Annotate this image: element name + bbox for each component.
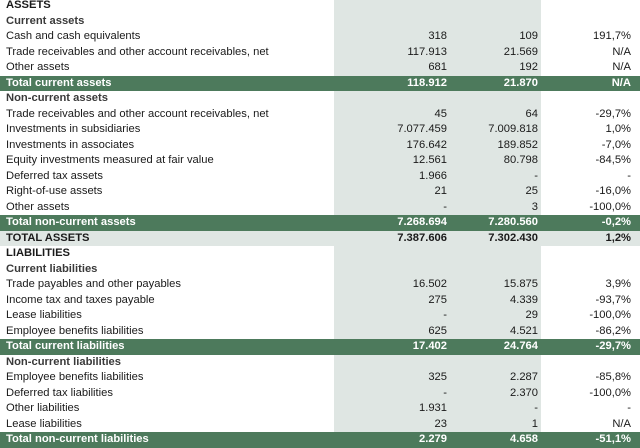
table-row	[0, 45, 640, 61]
row-label: Deferred tax liabilities	[6, 386, 113, 399]
row-label: Cash and cash equivalents	[6, 30, 141, 42]
value-current: 325	[428, 371, 447, 383]
sub-row	[0, 14, 640, 30]
value-current: 17.402	[412, 340, 447, 352]
row-label: Other assets	[6, 61, 70, 73]
row-label: Total non-current assets	[6, 216, 136, 228]
table-row	[0, 122, 640, 138]
row-label: Employee benefits liabilities	[6, 324, 144, 337]
value-current: 1.931	[419, 402, 447, 414]
row-label: Total non-current liabilities	[6, 433, 149, 445]
grand-row	[0, 231, 640, 247]
value-prior: 7.302.430	[488, 231, 538, 244]
row-label: Lease liabilities	[6, 417, 82, 430]
row-label: Other assets	[6, 200, 70, 213]
value-current: 681	[428, 61, 447, 73]
row-label: Total current liabilities	[6, 340, 125, 352]
value-prior: 7.280.560	[488, 216, 538, 228]
row-label: Investments in associates	[6, 138, 135, 151]
value-current: 16.502	[412, 278, 447, 290]
value-prior: 4.658	[510, 433, 538, 445]
row-label: Total current assets	[6, 76, 112, 89]
head-row	[0, 0, 640, 14]
value-change: -29,7%	[595, 107, 631, 120]
total-row	[0, 339, 640, 355]
value-prior: 80.798	[503, 154, 538, 166]
row-label: Investments in subsidiaries	[6, 123, 141, 135]
value-current: 118.912	[407, 76, 447, 89]
value-prior: 1	[531, 417, 538, 430]
table-row	[0, 324, 640, 340]
value-current: 7.268.694	[397, 216, 447, 228]
value-change: 191,7%	[593, 30, 631, 42]
table-row	[0, 401, 640, 417]
row-label: Trade receivables and other account receivables, net	[6, 45, 269, 58]
row-label: Current liabilities	[6, 262, 98, 275]
row-label: Other liabilities	[6, 402, 80, 414]
value-prior: 24.764	[503, 340, 538, 352]
value-change: -85,8%	[595, 371, 631, 383]
value-change: -7,0%	[601, 138, 631, 151]
table-row	[0, 277, 640, 293]
row-label: Non-current assets	[6, 92, 108, 104]
value-current: 275	[428, 293, 447, 306]
value-current: 117.913	[407, 45, 447, 58]
value-prior: 4.339	[510, 293, 538, 306]
table-row	[0, 370, 640, 386]
row-label: Trade payables and other payables	[6, 278, 181, 290]
value-current: 176.642	[406, 138, 447, 151]
value-prior: 3	[531, 200, 538, 213]
value-current: -	[443, 200, 447, 213]
table-row	[0, 417, 640, 433]
value-prior: 109	[519, 30, 538, 42]
value-prior: 7.009.818	[488, 123, 538, 135]
value-prior: 64	[525, 107, 538, 120]
sub-row	[0, 355, 640, 371]
row-label: Right-of-use assets	[6, 185, 103, 197]
sub-row	[0, 91, 640, 107]
value-change: 1,2%	[605, 231, 631, 244]
table-row	[0, 138, 640, 154]
table-row	[0, 153, 640, 169]
row-label: Income tax and taxes payable	[6, 293, 155, 306]
row-label: Current assets	[6, 14, 85, 27]
table-row	[0, 107, 640, 123]
table-row	[0, 29, 640, 45]
value-prior: 2.287	[510, 371, 538, 383]
row-label: Lease liabilities	[6, 309, 82, 321]
row-label: Non-current liabilities	[6, 355, 121, 368]
table-row	[0, 200, 640, 216]
value-change: N/A	[611, 76, 631, 89]
total-row	[0, 76, 640, 92]
table-row	[0, 184, 640, 200]
value-prior: 2.370	[510, 386, 538, 399]
value-change: -84,5%	[595, 154, 631, 166]
table-row	[0, 60, 640, 76]
value-current: -	[443, 309, 447, 321]
value-change: -29,7%	[595, 340, 631, 352]
value-change: -16,0%	[595, 185, 631, 197]
sub-row	[0, 262, 640, 278]
value-change: -86,2%	[595, 324, 631, 337]
value-current: 7.077.459	[397, 123, 447, 135]
head-row	[0, 246, 640, 262]
value-current: -	[443, 386, 447, 399]
total-row	[0, 215, 640, 231]
value-change: -0,2%	[601, 216, 631, 228]
row-label: TOTAL ASSETS	[6, 231, 90, 244]
table-row	[0, 169, 640, 185]
value-change: 3,9%	[605, 278, 631, 290]
value-current: 45	[434, 107, 447, 120]
value-prior: 29	[525, 309, 538, 321]
table-row	[0, 293, 640, 309]
value-change: -100,0%	[589, 200, 631, 213]
value-current: 7.387.606	[397, 231, 447, 244]
value-change: 1,0%	[605, 123, 631, 135]
value-current: 2.279	[419, 433, 447, 445]
value-change: N/A	[612, 417, 631, 430]
table-row	[0, 386, 640, 402]
row-label: ASSETS	[6, 0, 51, 11]
row-label: Equity investments measured at fair value	[6, 154, 214, 166]
value-prior: 15.875	[503, 278, 538, 290]
value-change: -	[627, 402, 631, 414]
value-current: 12.561	[412, 154, 447, 166]
value-prior: 25	[525, 185, 538, 197]
value-current: 23	[434, 417, 447, 430]
value-prior: -	[534, 402, 538, 414]
value-change: N/A	[612, 45, 631, 58]
value-prior: 21.870	[503, 76, 538, 89]
value-change: -100,0%	[589, 386, 631, 399]
table-row	[0, 308, 640, 324]
value-current: 21	[434, 185, 447, 197]
value-change: -	[627, 169, 631, 182]
value-change: -93,7%	[595, 293, 631, 306]
row-label: Deferred tax assets	[6, 169, 104, 182]
value-prior: -	[534, 169, 538, 182]
value-change: -100,0%	[589, 309, 631, 321]
value-prior: 4.521	[510, 324, 538, 337]
row-label: Trade receivables and other account receivables, net	[6, 107, 269, 120]
value-change: N/A	[612, 61, 631, 73]
value-current: 318	[428, 30, 447, 42]
row-label: LIABILITIES	[6, 247, 71, 259]
value-prior: 189.852	[497, 138, 538, 151]
value-prior: 21.569	[503, 45, 538, 58]
value-change: -51,1%	[595, 433, 631, 445]
value-current: 625	[428, 324, 447, 337]
row-label: Employee benefits liabilities	[6, 371, 144, 383]
value-current: 1.966	[419, 169, 447, 182]
value-prior: 192	[519, 61, 538, 73]
